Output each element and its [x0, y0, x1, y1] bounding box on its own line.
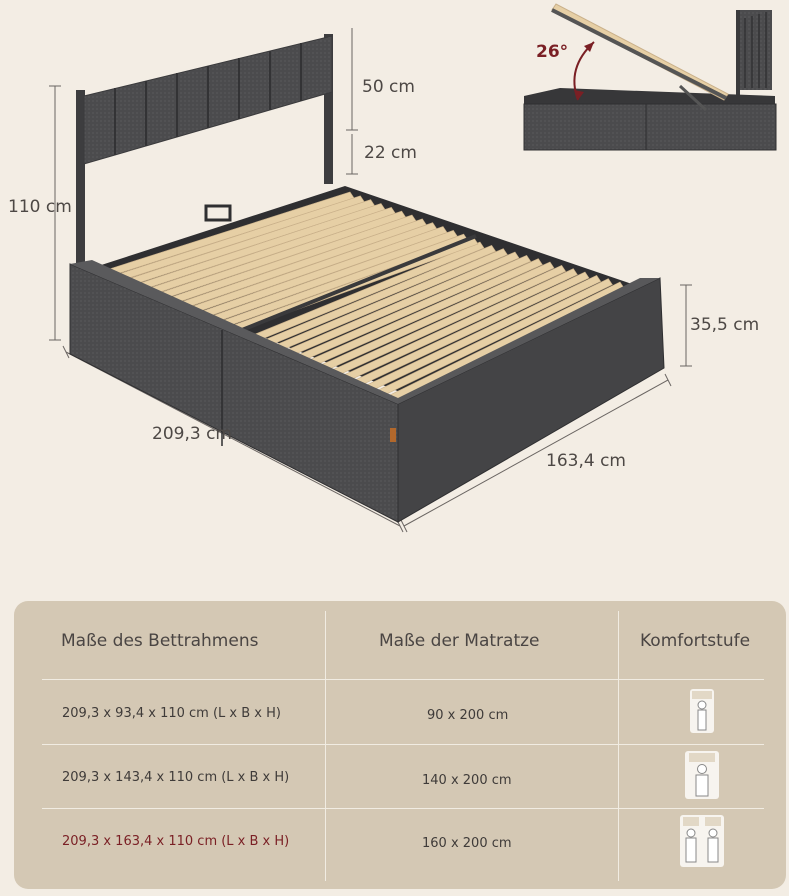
dimension-label-total-height: 110 cm [8, 197, 72, 217]
header-mattress-dimensions: Maße der Matratze [379, 631, 540, 651]
single-person-icon [690, 689, 714, 733]
dimension-label-headboard-height: 50 cm [362, 77, 415, 97]
row-1-mattress-size: 90 x 200 cm [427, 708, 509, 723]
row-2-mattress-size: 140 x 200 cm [422, 773, 512, 788]
dimension-label-frame-height: 35,5 cm [690, 315, 760, 335]
lift-angle-label: 26° [536, 42, 569, 62]
inset-open-storage [524, 4, 776, 150]
row-1-frame-size: 209,3 x 93,4 x 110 cm (L x B x H) [62, 706, 281, 721]
dimension-label-leg-gap: 22 cm [364, 143, 417, 163]
leather-tag [390, 428, 396, 442]
dimension-label-length: 209,3 cm [152, 424, 232, 444]
row-2-frame-size: 209,3 x 143,4 x 110 cm (L x B x H) [62, 770, 290, 785]
dimension-line-headboard [346, 28, 358, 174]
two-persons-icon [680, 815, 724, 867]
single-person-wide-icon [685, 751, 719, 799]
dimension-label-width: 163,4 cm [546, 451, 626, 471]
headboard [84, 36, 332, 164]
row-3-frame-size: 209,3 x 163,4 x 110 cm (L x B x H) [62, 834, 290, 849]
size-comparison-table [14, 601, 786, 889]
header-comfort-level: Komfortstufe [640, 631, 751, 651]
lift-handle [206, 206, 230, 220]
header-frame-dimensions: Maße des Bettrahmens [61, 631, 259, 651]
row-3-mattress-size: 160 x 200 cm [422, 836, 512, 851]
